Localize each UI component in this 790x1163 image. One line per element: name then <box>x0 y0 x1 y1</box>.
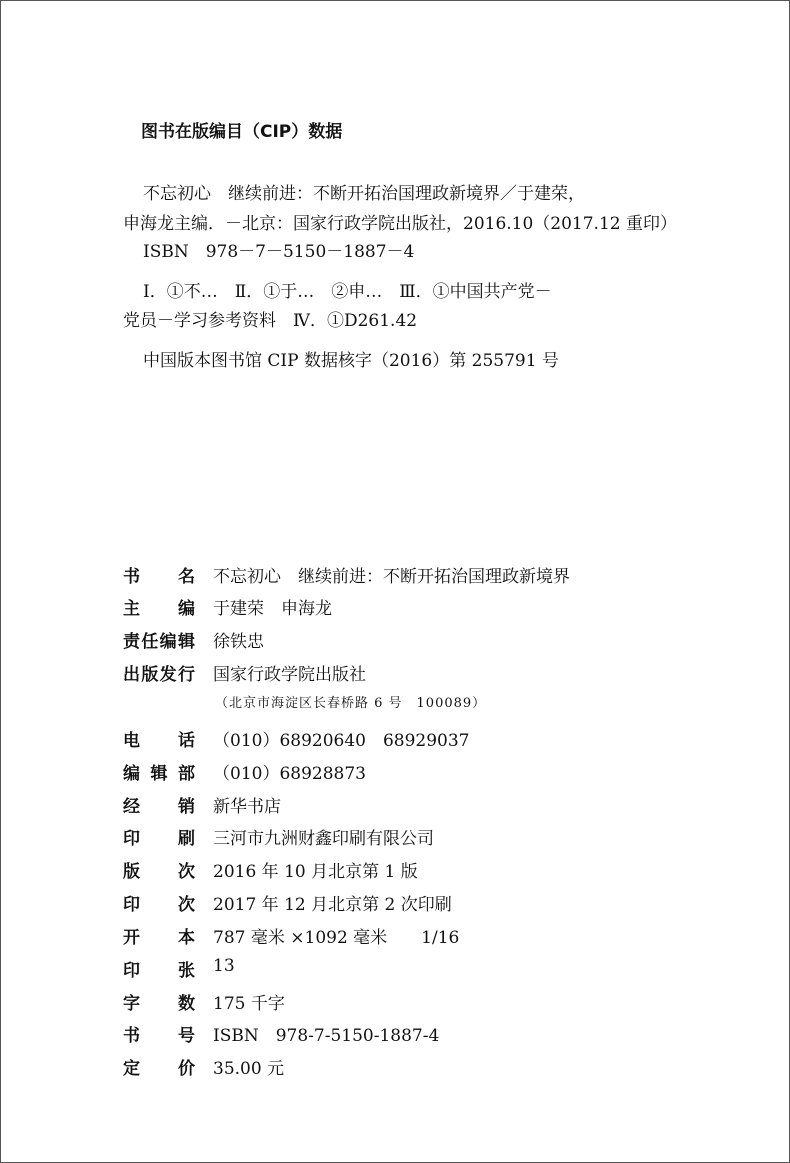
info-label <box>123 594 195 619</box>
publisher-address: （北京市海淀区长春桥路 6 号 100089） <box>215 696 487 711</box>
info-label <box>123 857 195 882</box>
label-char: 印 <box>123 895 140 915</box>
cip-line-record-number: 中国版本图书馆 CIP 数据核字（2016）第 255791 号 <box>143 351 559 371</box>
info-value: 175 千字 <box>213 994 285 1014</box>
label-char: 印 <box>123 829 140 849</box>
info-label <box>123 824 195 849</box>
info-value: 三河市九洲财鑫印刷有限公司 <box>213 829 434 849</box>
cip-line-subjects: Ⅰ．①不… Ⅱ．①于… ②申… Ⅲ．①中国共产党－ <box>143 282 552 302</box>
label-char: 辑 <box>150 764 168 784</box>
label-char: 编 <box>159 632 177 652</box>
label-char: 任 <box>141 632 159 652</box>
cip-line-isbn: ISBN 978－7－5150－1887－4 <box>143 242 415 262</box>
label-char: 定 <box>123 1059 140 1079</box>
label-char: 字 <box>123 994 140 1014</box>
info-value: （010）68928873 <box>213 764 366 784</box>
info-label <box>123 923 195 948</box>
info-value: 徐铁忠 <box>213 632 264 652</box>
info-label <box>123 660 195 685</box>
info-value: （010）68920640 68929037 <box>213 731 470 751</box>
label-char: 价 <box>178 1059 195 1079</box>
info-label <box>123 726 195 751</box>
label-char: 次 <box>178 895 195 915</box>
label-char: 出 <box>123 665 140 685</box>
label-char: 部 <box>178 764 195 784</box>
info-label <box>123 1021 195 1046</box>
label-char: 本 <box>178 928 195 948</box>
label-char: 销 <box>178 797 195 817</box>
info-label <box>123 562 195 587</box>
info-value: 787 毫米 ×1092 毫米 1/16 <box>213 928 460 948</box>
cip-title: 图书在版编目（CIP）数据 <box>141 122 343 142</box>
label-char: 号 <box>178 1026 195 1046</box>
label-char: 辑 <box>177 632 195 652</box>
label-char: 刷 <box>178 829 195 849</box>
info-label <box>123 1054 195 1079</box>
info-value: 国家行政学院出版社 <box>213 665 366 685</box>
label-char: 版 <box>123 862 140 882</box>
label-char: 话 <box>178 731 195 751</box>
label-char: 名 <box>178 567 195 587</box>
label-char: 经 <box>123 797 140 817</box>
info-value: ISBN 978-7-5150-1887-4 <box>213 1026 440 1046</box>
label-char: 编 <box>123 764 140 784</box>
cip-line-classification: 党员－学习参考资料 Ⅳ．①D261.42 <box>123 311 418 331</box>
label-char: 张 <box>178 961 195 981</box>
info-label <box>123 890 195 915</box>
info-value: 不忘初心 继续前进：不断开拓治国理政新境界 <box>213 567 570 587</box>
info-value: 新华书店 <box>213 797 281 817</box>
label-char: 版 <box>141 665 159 685</box>
label-char: 次 <box>178 862 195 882</box>
label-char: 书 <box>123 567 140 587</box>
label-char: 书 <box>123 1026 140 1046</box>
label-char: 编 <box>178 599 195 619</box>
info-label <box>123 792 195 817</box>
info-label <box>123 627 195 652</box>
label-char: 行 <box>177 665 195 685</box>
cip-line-publisher: 申海龙主编．－北京：国家行政学院出版社，2016.10（2017.12 重印） <box>123 214 678 234</box>
label-char: 开 <box>123 928 140 948</box>
label-char: 印 <box>123 961 140 981</box>
label-char: 数 <box>178 994 195 1014</box>
label-char: 主 <box>123 599 140 619</box>
info-value: 13 <box>213 956 235 976</box>
label-char: 发 <box>159 665 177 685</box>
info-label <box>123 956 195 981</box>
info-label <box>123 759 195 784</box>
info-value: 35.00 元 <box>213 1059 285 1079</box>
label-char: 责 <box>123 632 140 652</box>
info-value: 2016 年 10 月北京第 1 版 <box>213 862 418 882</box>
label-char: 电 <box>123 731 140 751</box>
cip-line-title: 不忘初心 继续前进：不断开拓治国理政新境界／于建荣， <box>143 184 585 204</box>
info-value: 于建荣 申海龙 <box>213 599 332 619</box>
info-label <box>123 989 195 1014</box>
info-value: 2017 年 12 月北京第 2 次印刷 <box>213 895 452 915</box>
